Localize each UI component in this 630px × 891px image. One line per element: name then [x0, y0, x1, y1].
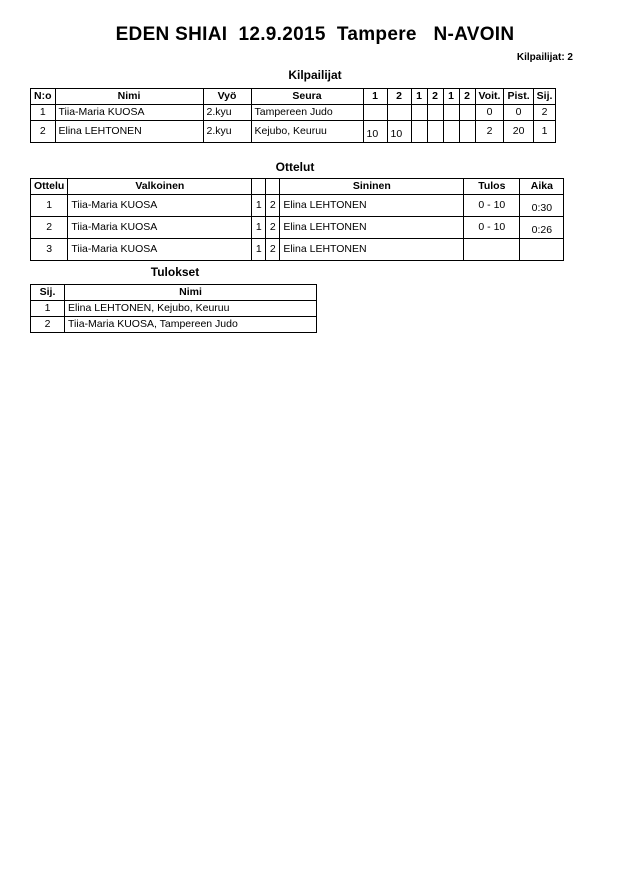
cell-wins: 0	[475, 105, 504, 121]
cell-score-3	[411, 105, 427, 121]
col-header-white: Valkoinen	[68, 179, 252, 195]
col-header-belt: Vyö	[203, 89, 251, 105]
competitors-heading: Kilpailijat	[288, 68, 342, 82]
cell-score-3	[411, 121, 427, 143]
cell-rank: 2	[31, 317, 65, 333]
col-header-wins: Voit.	[475, 89, 504, 105]
competitors-table	[30, 88, 556, 143]
cell-white-name: Tiia-Maria KUOSA	[68, 239, 252, 261]
col-header-round-6: 2	[459, 89, 475, 105]
cell-time: 0:30	[520, 195, 564, 217]
col-header-rank: Sij.	[533, 89, 556, 105]
cell-blue-name: Elina LEHTONEN	[280, 239, 464, 261]
table-header-row	[31, 285, 317, 301]
table-row	[31, 301, 317, 317]
table-row	[31, 239, 564, 261]
cell-score-1	[363, 105, 387, 121]
col-header-round-5: 1	[443, 89, 459, 105]
cell-score-6	[459, 105, 475, 121]
matches-heading: Ottelut	[275, 160, 315, 174]
matches-table	[30, 178, 564, 261]
cell-points: 20	[504, 121, 533, 143]
col-header-no: N:o	[31, 89, 56, 105]
table-row	[31, 121, 556, 143]
cell-score-2	[387, 105, 411, 121]
cell-result	[464, 239, 520, 261]
cell-no: 1	[31, 105, 56, 121]
col-header-name: Nimi	[55, 89, 203, 105]
cell-white-number: 1	[252, 239, 266, 261]
cell-score-4	[427, 105, 443, 121]
cell-white-name: Tiia-Maria KUOSA	[68, 195, 252, 217]
cell-white-number: 1	[252, 195, 266, 217]
cell-name: Tiia-Maria KUOSA	[55, 105, 203, 121]
cell-no: 2	[31, 121, 56, 143]
table-row	[31, 195, 564, 217]
cell-points: 0	[504, 105, 533, 121]
col-header-name: Nimi	[65, 285, 317, 301]
col-header-match: Ottelu	[31, 179, 68, 195]
col-header-round-3: 1	[411, 89, 427, 105]
cell-time: 0:26	[520, 217, 564, 239]
cell-wins: 2	[475, 121, 504, 143]
cell-rank: 2	[533, 105, 556, 121]
cell-score-6	[459, 121, 475, 143]
cell-rank: 1	[31, 301, 65, 317]
table-header-row	[31, 89, 556, 105]
col-header-white-num	[252, 179, 266, 195]
col-header-time: Aika	[520, 179, 564, 195]
col-header-blue: Sininen	[280, 179, 464, 195]
col-header-club: Seura	[251, 89, 363, 105]
cell-blue-number: 2	[266, 239, 280, 261]
cell-belt: 2.kyu	[203, 121, 251, 143]
cell-score-5	[443, 121, 459, 143]
cell-white-number: 1	[252, 217, 266, 239]
col-header-blue-num	[266, 179, 280, 195]
table-row	[31, 217, 564, 239]
col-header-rank: Sij.	[31, 285, 65, 301]
cell-match-no: 1	[31, 195, 68, 217]
cell-name: Elina LEHTONEN, Kejubo, Keuruu	[65, 301, 317, 317]
table-header-row	[31, 179, 564, 195]
cell-time	[520, 239, 564, 261]
col-header-result: Tulos	[464, 179, 520, 195]
table-row	[31, 105, 556, 121]
cell-blue-name: Elina LEHTONEN	[280, 195, 464, 217]
cell-result: 0 - 10	[464, 217, 520, 239]
col-header-round-1: 1	[363, 89, 387, 105]
results-heading: Tulokset	[150, 265, 200, 279]
cell-result: 0 - 10	[464, 195, 520, 217]
cell-white-name: Tiia-Maria KUOSA	[68, 217, 252, 239]
cell-score-4	[427, 121, 443, 143]
cell-name: Tiia-Maria KUOSA, Tampereen Judo	[65, 317, 317, 333]
col-header-round-4: 2	[427, 89, 443, 105]
cell-score-1: 10	[363, 121, 387, 143]
col-header-points: Pist.	[504, 89, 533, 105]
cell-club: Tampereen Judo	[251, 105, 363, 121]
cell-match-no: 3	[31, 239, 68, 261]
cell-score-2: 10	[387, 121, 411, 143]
cell-score-5	[443, 105, 459, 121]
competitor-count-label: Kilpailijat: 2	[516, 52, 573, 63]
cell-rank: 1	[533, 121, 556, 143]
page-title: EDEN SHIAI 12.9.2015 Tampere N-AVOIN	[115, 24, 515, 45]
table-row	[31, 317, 317, 333]
cell-blue-name: Elina LEHTONEN	[280, 217, 464, 239]
col-header-round-2: 2	[387, 89, 411, 105]
cell-blue-number: 2	[266, 217, 280, 239]
cell-blue-number: 2	[266, 195, 280, 217]
cell-club: Kejubo, Keuruu	[251, 121, 363, 143]
results-table	[30, 284, 317, 333]
cell-belt: 2.kyu	[203, 105, 251, 121]
cell-name: Elina LEHTONEN	[55, 121, 203, 143]
cell-match-no: 2	[31, 217, 68, 239]
